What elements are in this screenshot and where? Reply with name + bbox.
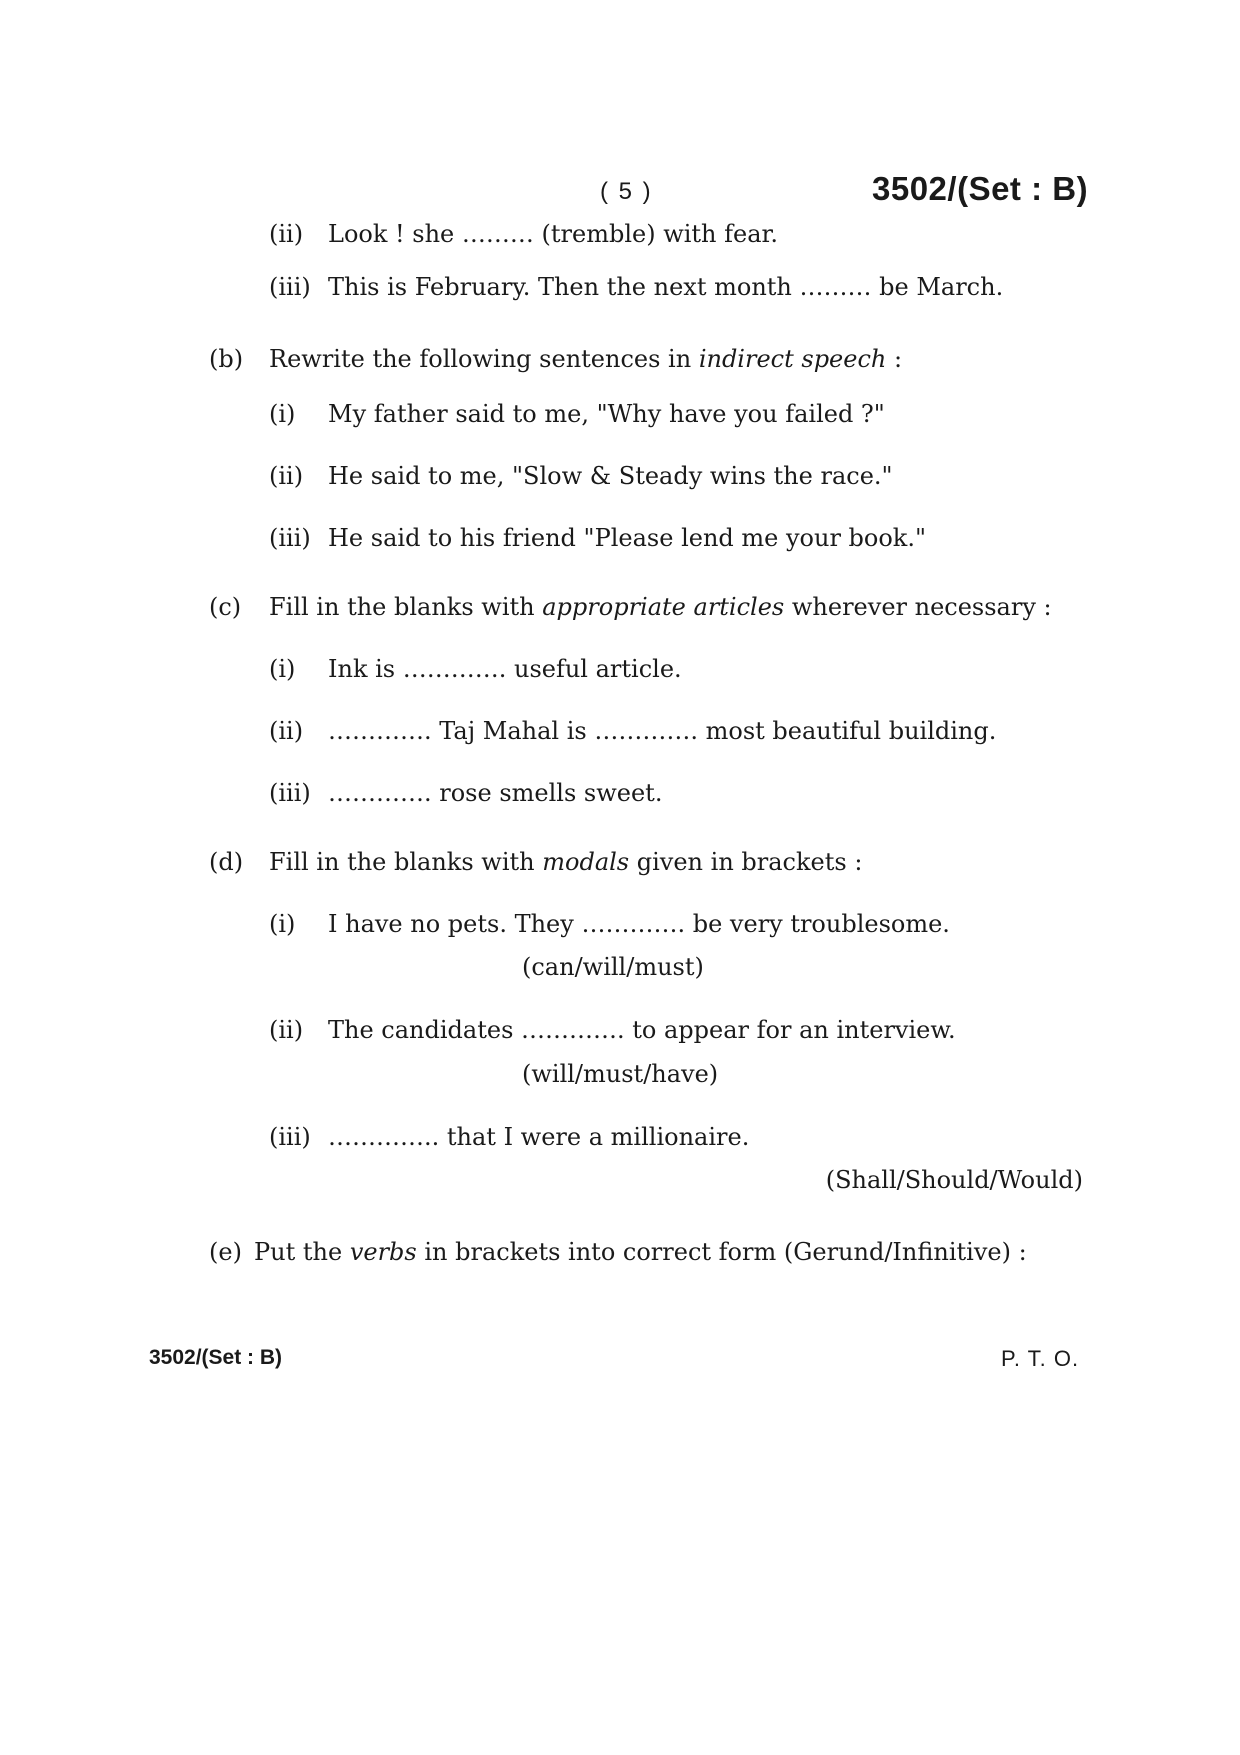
- question-label: (ii): [269, 717, 304, 745]
- question-text: Ink is …………. useful article.: [328, 655, 682, 683]
- question-label: (iii): [269, 524, 311, 552]
- question-text: The candidates …………. to appear for an interview.: [328, 1016, 956, 1044]
- question-label: (iii): [269, 273, 311, 301]
- question-label: (iii): [269, 1123, 311, 1151]
- question-label: (ii): [269, 1016, 304, 1044]
- modal-options: (can/will/must): [522, 953, 704, 981]
- paper-code-footer: 3502/(Set : B): [149, 1346, 283, 1369]
- question-text: My father said to me, "Why have you failed ?": [328, 400, 885, 428]
- question-text: Look ! she ……… (tremble) with fear.: [328, 220, 778, 248]
- question-text: I have no pets. They …………. be very troublesome.: [328, 910, 950, 938]
- question-label: (i): [269, 910, 296, 938]
- question-label: (ii): [269, 462, 304, 490]
- paper-code-header: 3502/(Set : B): [872, 170, 1089, 207]
- question-text: He said to me, "Slow & Steady wins the race.": [328, 462, 893, 490]
- question-text: He said to his friend "Please lend me your book.": [328, 524, 927, 552]
- section-label: (c): [209, 593, 242, 621]
- question-text: ………….. that I were a millionaire.: [328, 1123, 750, 1151]
- section-instruction: Put the verbs in brackets into correct form (Gerund/Infinitive) :: [254, 1238, 1027, 1266]
- modal-options: (Shall/Should/Would): [825, 1166, 1083, 1194]
- question-label: (i): [269, 655, 296, 683]
- question-text: …………. Taj Mahal is …………. most beautiful building.: [328, 717, 997, 745]
- section-label: (e): [209, 1238, 242, 1266]
- section-label: (d): [209, 848, 244, 876]
- modal-options: (will/must/have): [522, 1060, 719, 1088]
- section-instruction: Fill in the blanks with appropriate articles wherever necessary :: [269, 593, 1052, 621]
- question-text: …………. rose smells sweet.: [328, 779, 663, 807]
- page-number: ( 5 ): [600, 178, 653, 205]
- section-label: (b): [209, 345, 244, 373]
- question-label: (i): [269, 400, 296, 428]
- pto-text: P. T. O.: [1001, 1346, 1080, 1371]
- question-label: (ii): [269, 220, 304, 248]
- section-instruction: Fill in the blanks with modals given in brackets :: [269, 848, 863, 876]
- question-label: (iii): [269, 779, 311, 807]
- question-text: This is February. Then the next month ……… be March.: [328, 273, 1004, 301]
- section-instruction: Rewrite the following sentences in indirect speech :: [269, 345, 903, 373]
